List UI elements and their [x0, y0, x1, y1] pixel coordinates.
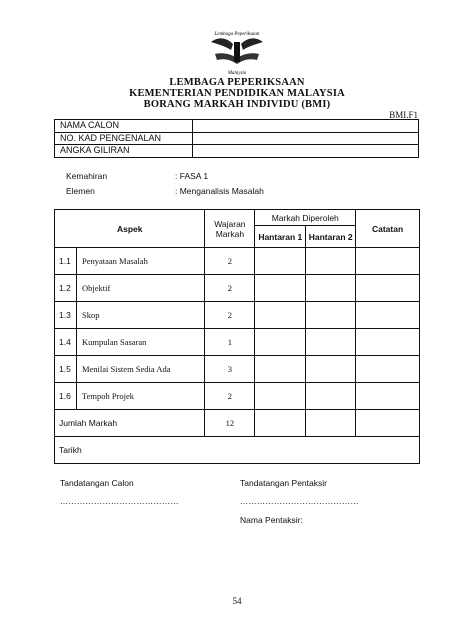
- hantaran-1-cell[interactable]: [255, 275, 306, 302]
- col-markah-diperoleh-header: Markah Diperoleh: [255, 210, 356, 226]
- header-line-1: LEMBAGA PEPERIKSAAN: [169, 77, 305, 88]
- table-row: [55, 383, 420, 410]
- jumlah-catatan-cell[interactable]: [356, 410, 420, 437]
- table-row: [55, 248, 420, 275]
- table-row: [55, 356, 420, 383]
- wajaran-value: 2: [205, 383, 255, 410]
- hantaran-2-cell[interactable]: [306, 383, 356, 410]
- catatan-cell[interactable]: [356, 383, 420, 410]
- table-row: [55, 302, 420, 329]
- tarikh-row: [55, 437, 420, 464]
- identity-value-field[interactable]: [193, 145, 419, 158]
- aspek-number: 1.5: [55, 356, 77, 383]
- hantaran-2-cell[interactable]: [306, 329, 356, 356]
- wajaran-value: 2: [205, 248, 255, 275]
- col-wajaran-header: Wajaran Markah: [205, 210, 255, 248]
- hantaran-1-cell[interactable]: [255, 383, 306, 410]
- aspek-name: Skop: [76, 302, 204, 329]
- hantaran-1-cell[interactable]: [255, 302, 306, 329]
- hantaran-2-cell[interactable]: [306, 248, 356, 275]
- wajaran-value: 2: [205, 275, 255, 302]
- tandatangan-pentaksir-label: Tandatangan Pentaksir: [240, 478, 327, 488]
- identity-label: ANGKA GILIRAN: [55, 145, 193, 158]
- page-number: 54: [232, 596, 242, 606]
- catatan-cell[interactable]: [356, 356, 420, 383]
- jumlah-hantaran-1-cell[interactable]: [255, 410, 306, 437]
- aspek-number: 1.1: [55, 248, 77, 275]
- aspek-name: Kumpulan Sasaran: [76, 329, 204, 356]
- wajaran-value: 2: [205, 302, 255, 329]
- tandatangan-calon-line[interactable]: ……………………………………: [60, 497, 179, 506]
- col-catatan-header: Catatan: [356, 210, 420, 248]
- aspek-number: 1.2: [55, 275, 77, 302]
- header-line-3: BORANG MARKAH INDIVIDU (BMI): [143, 99, 331, 110]
- wajaran-value: 1: [205, 329, 255, 356]
- tandatangan-calon-label: Tandatangan Calon: [60, 478, 134, 488]
- aspek-number: 1.4: [55, 329, 77, 356]
- elemen-value: : Menganalisis Masalah: [175, 186, 264, 196]
- form-code: BMI.F1: [389, 110, 418, 120]
- hantaran-1-cell[interactable]: [255, 329, 306, 356]
- aspek-number: 1.3: [55, 302, 77, 329]
- nama-pentaksir-label: Nama Pentaksir:: [240, 515, 303, 525]
- aspek-name: Objektif: [76, 275, 204, 302]
- hantaran-2-cell[interactable]: [306, 275, 356, 302]
- identity-row: [55, 132, 419, 145]
- hantaran-1-cell[interactable]: [255, 356, 306, 383]
- identity-value-field[interactable]: [193, 120, 419, 133]
- table-row: [55, 329, 420, 356]
- jumlah-hantaran-2-cell[interactable]: [306, 410, 356, 437]
- elemen-label: Elemen: [66, 186, 95, 196]
- aspek-name: Menilai Sistem Sedia Ada: [76, 356, 204, 383]
- kemahiran-value: : FASA 1: [175, 171, 209, 181]
- catatan-cell[interactable]: [356, 302, 420, 329]
- identity-label: NO. KAD PENGENALAN: [55, 132, 193, 145]
- logo-text-top: Lembaga Peperiksaan: [214, 32, 260, 37]
- col-aspek-header: Aspek: [55, 210, 205, 248]
- catatan-cell[interactable]: [356, 275, 420, 302]
- jumlah-value: 12: [205, 410, 255, 437]
- hantaran-2-cell[interactable]: [306, 302, 356, 329]
- aspek-name: Penyataan Masalah: [76, 248, 204, 275]
- tandatangan-pentaksir-line[interactable]: ……………………………………: [240, 497, 359, 506]
- logo-text-bottom: Malaysia: [227, 71, 247, 76]
- identity-table: [54, 119, 419, 158]
- aspek-name: Tempoh Projek: [76, 383, 204, 410]
- marks-table: [54, 209, 420, 464]
- identity-row: [55, 120, 419, 133]
- lp-logo: [205, 28, 269, 76]
- jumlah-row: [55, 410, 420, 437]
- identity-row: [55, 145, 419, 158]
- aspek-number: 1.6: [55, 383, 77, 410]
- hantaran-2-cell[interactable]: [306, 356, 356, 383]
- catatan-cell[interactable]: [356, 248, 420, 275]
- kemahiran-label: Kemahiran: [66, 171, 108, 181]
- tarikh-field[interactable]: Tarikh: [55, 437, 420, 464]
- identity-value-field[interactable]: [193, 132, 419, 145]
- identity-label: NAMA CALON: [55, 120, 193, 133]
- catatan-cell[interactable]: [356, 329, 420, 356]
- col-hantaran-2-header: Hantaran 2: [306, 226, 356, 248]
- jumlah-label: Jumlah Markah: [55, 410, 205, 437]
- hantaran-1-cell[interactable]: [255, 248, 306, 275]
- header-line-2: KEMENTERIAN PENDIDIKAN MALAYSIA: [129, 88, 345, 99]
- table-row: [55, 275, 420, 302]
- col-hantaran-1-header: Hantaran 1: [255, 226, 306, 248]
- wajaran-value: 3: [205, 356, 255, 383]
